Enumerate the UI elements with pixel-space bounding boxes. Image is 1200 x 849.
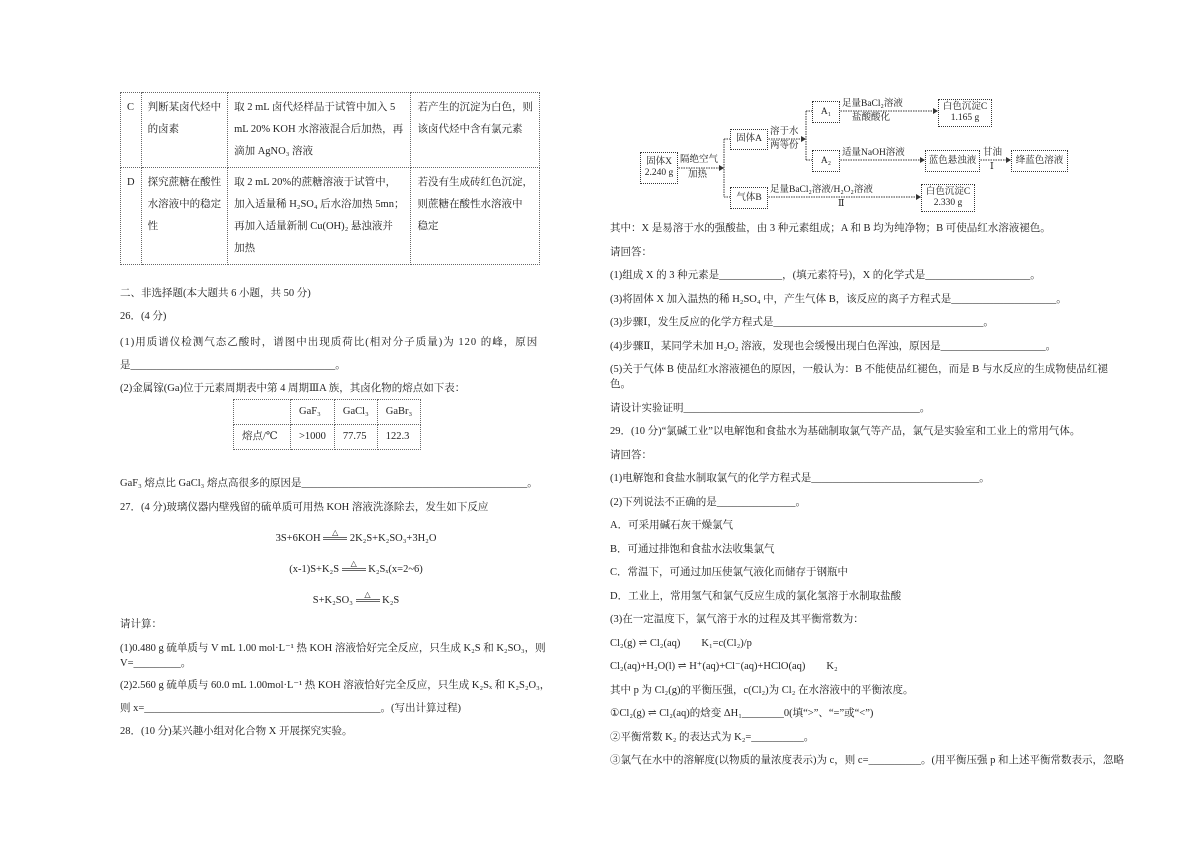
text-line: 29．(10 分)“氯碱工业”以电解饱和食盐水为基础制取氯气等产品，氯气是实验室和工业上的常用气体。 <box>610 426 1081 437</box>
box-mass: 2.330 g <box>933 198 963 208</box>
equation-rhs: 2K₂S+K₂SO₃+3H₂O <box>349 533 437 544</box>
cell-line: 则蔗糖在酸性水溶液中 <box>417 199 523 210</box>
cell-line: 判断某卤代烃中 <box>147 102 222 113</box>
option-cell: C <box>121 93 142 168</box>
arrow-label: 溶于水 <box>770 127 799 137</box>
arrow-label: Ⅰ <box>990 162 994 172</box>
question-26: 26．(4 分) <box>120 311 167 322</box>
cell-line: 探究蔗糖在酸性 <box>147 177 222 188</box>
right-column <box>610 221 1125 777</box>
gas-b-box: 气体B <box>730 187 768 209</box>
box-label: 白色沉淀C <box>925 187 971 197</box>
text-line: (3)将固体 X 加入温热的稀 H₂SO₄ 中，产生气体 B，该反应的离子方程式是____________________。 <box>610 293 1067 305</box>
solid-a-box: 固体A <box>730 129 768 150</box>
box-label: 固体X <box>646 157 672 167</box>
box-mass: 2.240 g <box>644 168 674 178</box>
q27-part2-answer: 则 x=_____________________________________________。(写出计算过程) <box>120 703 462 714</box>
cell-line: 水溶液中的稳定 <box>147 199 222 210</box>
cell-line: 再加入适量新制 Cu(OH)₂ 悬浊液并 <box>234 221 393 232</box>
heat-sign: △ <box>323 528 347 540</box>
q26-part2-reason: GaF₃ 熔点比 GaCl₃ 熔点高很多的原因是___________________________________________。 <box>120 478 538 489</box>
q26-part2: (2)金属镓(Ga)位于元素周期表中第 4 周期ⅢA 族，其卤化物的熔点如下表： <box>120 383 466 394</box>
cell-line: 滴加 AgNO₃ 溶液 <box>234 146 314 157</box>
header-cell: GaF₃ <box>291 400 335 425</box>
cell-line: 该卤代烃中含有氯元素 <box>417 124 523 135</box>
question-27: 27．(4 分)玻璃仪器内壁残留的硫单质可用热 KOH 溶液洗涤除去，发生如下反应 <box>120 502 489 513</box>
cell-line: 加入适量稀 H₂SO₄ 后水浴加热 5mn； <box>234 199 405 210</box>
heat-sign: △ <box>342 559 366 571</box>
text-line: (4)步骤Ⅱ，某同学未加 H₂O₂ 溶液，发现也会缓慢出现白色浑浊，原因是____________________。 <box>610 340 1057 352</box>
text-line: 请回答： <box>610 449 652 461</box>
text-line: Cl₂(g) ⇌ Cl₂(aq) K₁=c(Cl₂)/p <box>610 637 752 649</box>
text-line: (3)在一定温度下，氯气溶于水的过程及其平衡常数为： <box>610 614 864 625</box>
heat-sign: △ <box>356 590 380 602</box>
section-heading: 二、非选择题(本大题共 6 小题，共 50 分) <box>120 288 311 299</box>
arrow-label: 两等份 <box>770 141 799 151</box>
text-line: (1)电解饱和食盐水制取氯气的化学方程式是________________________________。 <box>610 473 990 484</box>
deep-blue-solution-box: 绛蓝色溶液 <box>1011 150 1068 172</box>
cell-line: 若没有生成砖红色沉淀， <box>417 177 533 188</box>
cell-line: mL 20% KOH 水溶液混合后加热，再 <box>234 124 404 135</box>
equation-rhs: K₂S <box>382 595 400 606</box>
header-cell: GaBr₃ <box>377 400 420 425</box>
text-line: (5)关于气体 B 使品红水溶液褪色的原因，一般认为：B 不能使品红褪色，而是 B 与水反应的生成物使品红褪色。 <box>610 364 1108 390</box>
white-precipitate-c2-box <box>921 184 975 212</box>
white-precipitate-c1-box <box>938 99 992 127</box>
text-line: 请回答： <box>610 246 652 258</box>
cell-line: 取 2 mL 卤代烃样品于试管中加入 5 <box>234 102 396 113</box>
cell-line: 性 <box>147 221 159 232</box>
equation-lhs: (x-1)S+K₂S <box>289 564 340 575</box>
header-cell: GaCl₃ <box>334 400 377 425</box>
solid-x-box <box>640 152 678 184</box>
text-line: ②平衡常数 K₂ 的表达式为 K₂=__________。 <box>610 731 815 743</box>
equation-lhs: S+K₂SO₃ <box>312 595 353 606</box>
cell-line: 若产生的沉淀为白色，则 <box>417 102 533 113</box>
arrow-label: 足量BaCl₂溶液 <box>842 99 903 109</box>
text-line: Cl₂(aq)+H₂O(l) ⇌ H⁺(aq)+Cl⁻(aq)+HClO(aq) K₂ <box>610 661 838 672</box>
arrow-label: 适量NaOH溶液 <box>842 148 905 158</box>
cell-line: 的卤素 <box>147 124 180 135</box>
calc-prompt: 请计算： <box>120 619 162 630</box>
text-line: D．工业上，常用氢气和氯气反应生成的氯化氢溶于水制取盐酸 <box>610 590 902 602</box>
text-line: 其中：X 是易溶于水的强酸盐，由 3 种元素组成；A 和 B 均为纯净物；B 可使品红水溶液褪色。 <box>610 223 1051 234</box>
value-cell: 77.75 <box>334 425 377 450</box>
cell-line: 取 2 mL 20%的蔗糖溶液于试管中， <box>234 177 397 188</box>
option-cell: D <box>121 168 142 265</box>
text-line: 其中 p 为 Cl₂(g)的平衡压强，c(Cl₂)为 Cl₂ 在水溶液中的平衡浓度。 <box>610 684 914 696</box>
arrow-label: 盐酸酸化 <box>852 113 891 123</box>
cell-line: 稳定 <box>417 221 439 232</box>
a2-box: A₂ <box>812 150 840 172</box>
box-mass: 1.165 g <box>950 113 980 123</box>
a1-box: A₁ <box>812 101 840 123</box>
text-line: (2)下列说法不正确的是_______________。 <box>610 496 806 508</box>
q26-part1-blank: 是_______________________________________。 <box>120 360 346 371</box>
equation-rhs: K₂Sₓ(x=2~6) <box>368 564 423 575</box>
text-line: ③氯气在水中的溶解度(以物质的量浓度表示)为 c，则 c=__________。(用平衡压强 p 和上述平衡常数表示，忽略 <box>610 755 1124 766</box>
text-line: C．常温下，可通过加压使氯气液化而储存于钢瓶中 <box>610 567 849 578</box>
q27-part2: (2)2.560 g 硫单质与 60.0 mL 1.00mol·L⁻¹ 热 KOH 溶液恰好完全反应，只生成 K₂Sₓ 和 K₂S₂O₃， <box>120 680 551 691</box>
q27-part1: (1)0.480 g 硫单质与 V mL 1.00 mol·L⁻¹ 热 KOH 溶液恰好完全反应，只生成 K₂S 和 K₂SO₃，则 V=_________。 <box>120 643 549 669</box>
value-cell: >1000 <box>291 425 335 450</box>
arrow-label: 足量BaCl₂溶液/H₂O₂溶液 <box>770 185 873 195</box>
arrow-label: 甘油 <box>983 148 1003 158</box>
value-cell: 122.3 <box>377 425 420 450</box>
arrow-label: Ⅱ <box>838 199 845 209</box>
arrow-label: 隔绝空气 <box>680 155 719 165</box>
text-line: (3)步骤Ⅰ，发生反应的化学方程式是________________________________________。 <box>610 317 994 328</box>
cell-line: 加热 <box>234 243 256 254</box>
text-line: 请设计实验证明_____________________________________________。 <box>610 402 931 414</box>
question-28: 28．(10 分)某兴趣小组对化合物 X 开展探究实验。 <box>120 726 353 737</box>
text-line: B．可通过排饱和食盐水法收集氯气 <box>610 543 775 555</box>
row-label: 熔点/℃ <box>234 425 291 450</box>
text-line: ①Cl₂(g) ⇌ Cl₂(aq)的焓变 ΔH₁________0(填“>”、“=”或“<”) <box>610 708 874 719</box>
text-line: A．可采用碱石灰干燥氯气 <box>610 520 734 531</box>
equation-lhs: 3S+6KOH <box>275 533 321 544</box>
text-line: (1)组成 X 的 3 种元素是____________，(填元素符号)，X 的化学式是____________________。 <box>610 270 1041 281</box>
blue-suspension-box: 蓝色悬浊液 <box>925 150 980 172</box>
q26-part1: (1)用质谱仪检测气态乙酸时，谱图中出现质荷比(相对分子质量)为 120 的峰，原因 <box>120 337 539 348</box>
box-label: 白色沉淀C <box>942 102 988 112</box>
arrow-label: 加热 <box>688 170 708 180</box>
